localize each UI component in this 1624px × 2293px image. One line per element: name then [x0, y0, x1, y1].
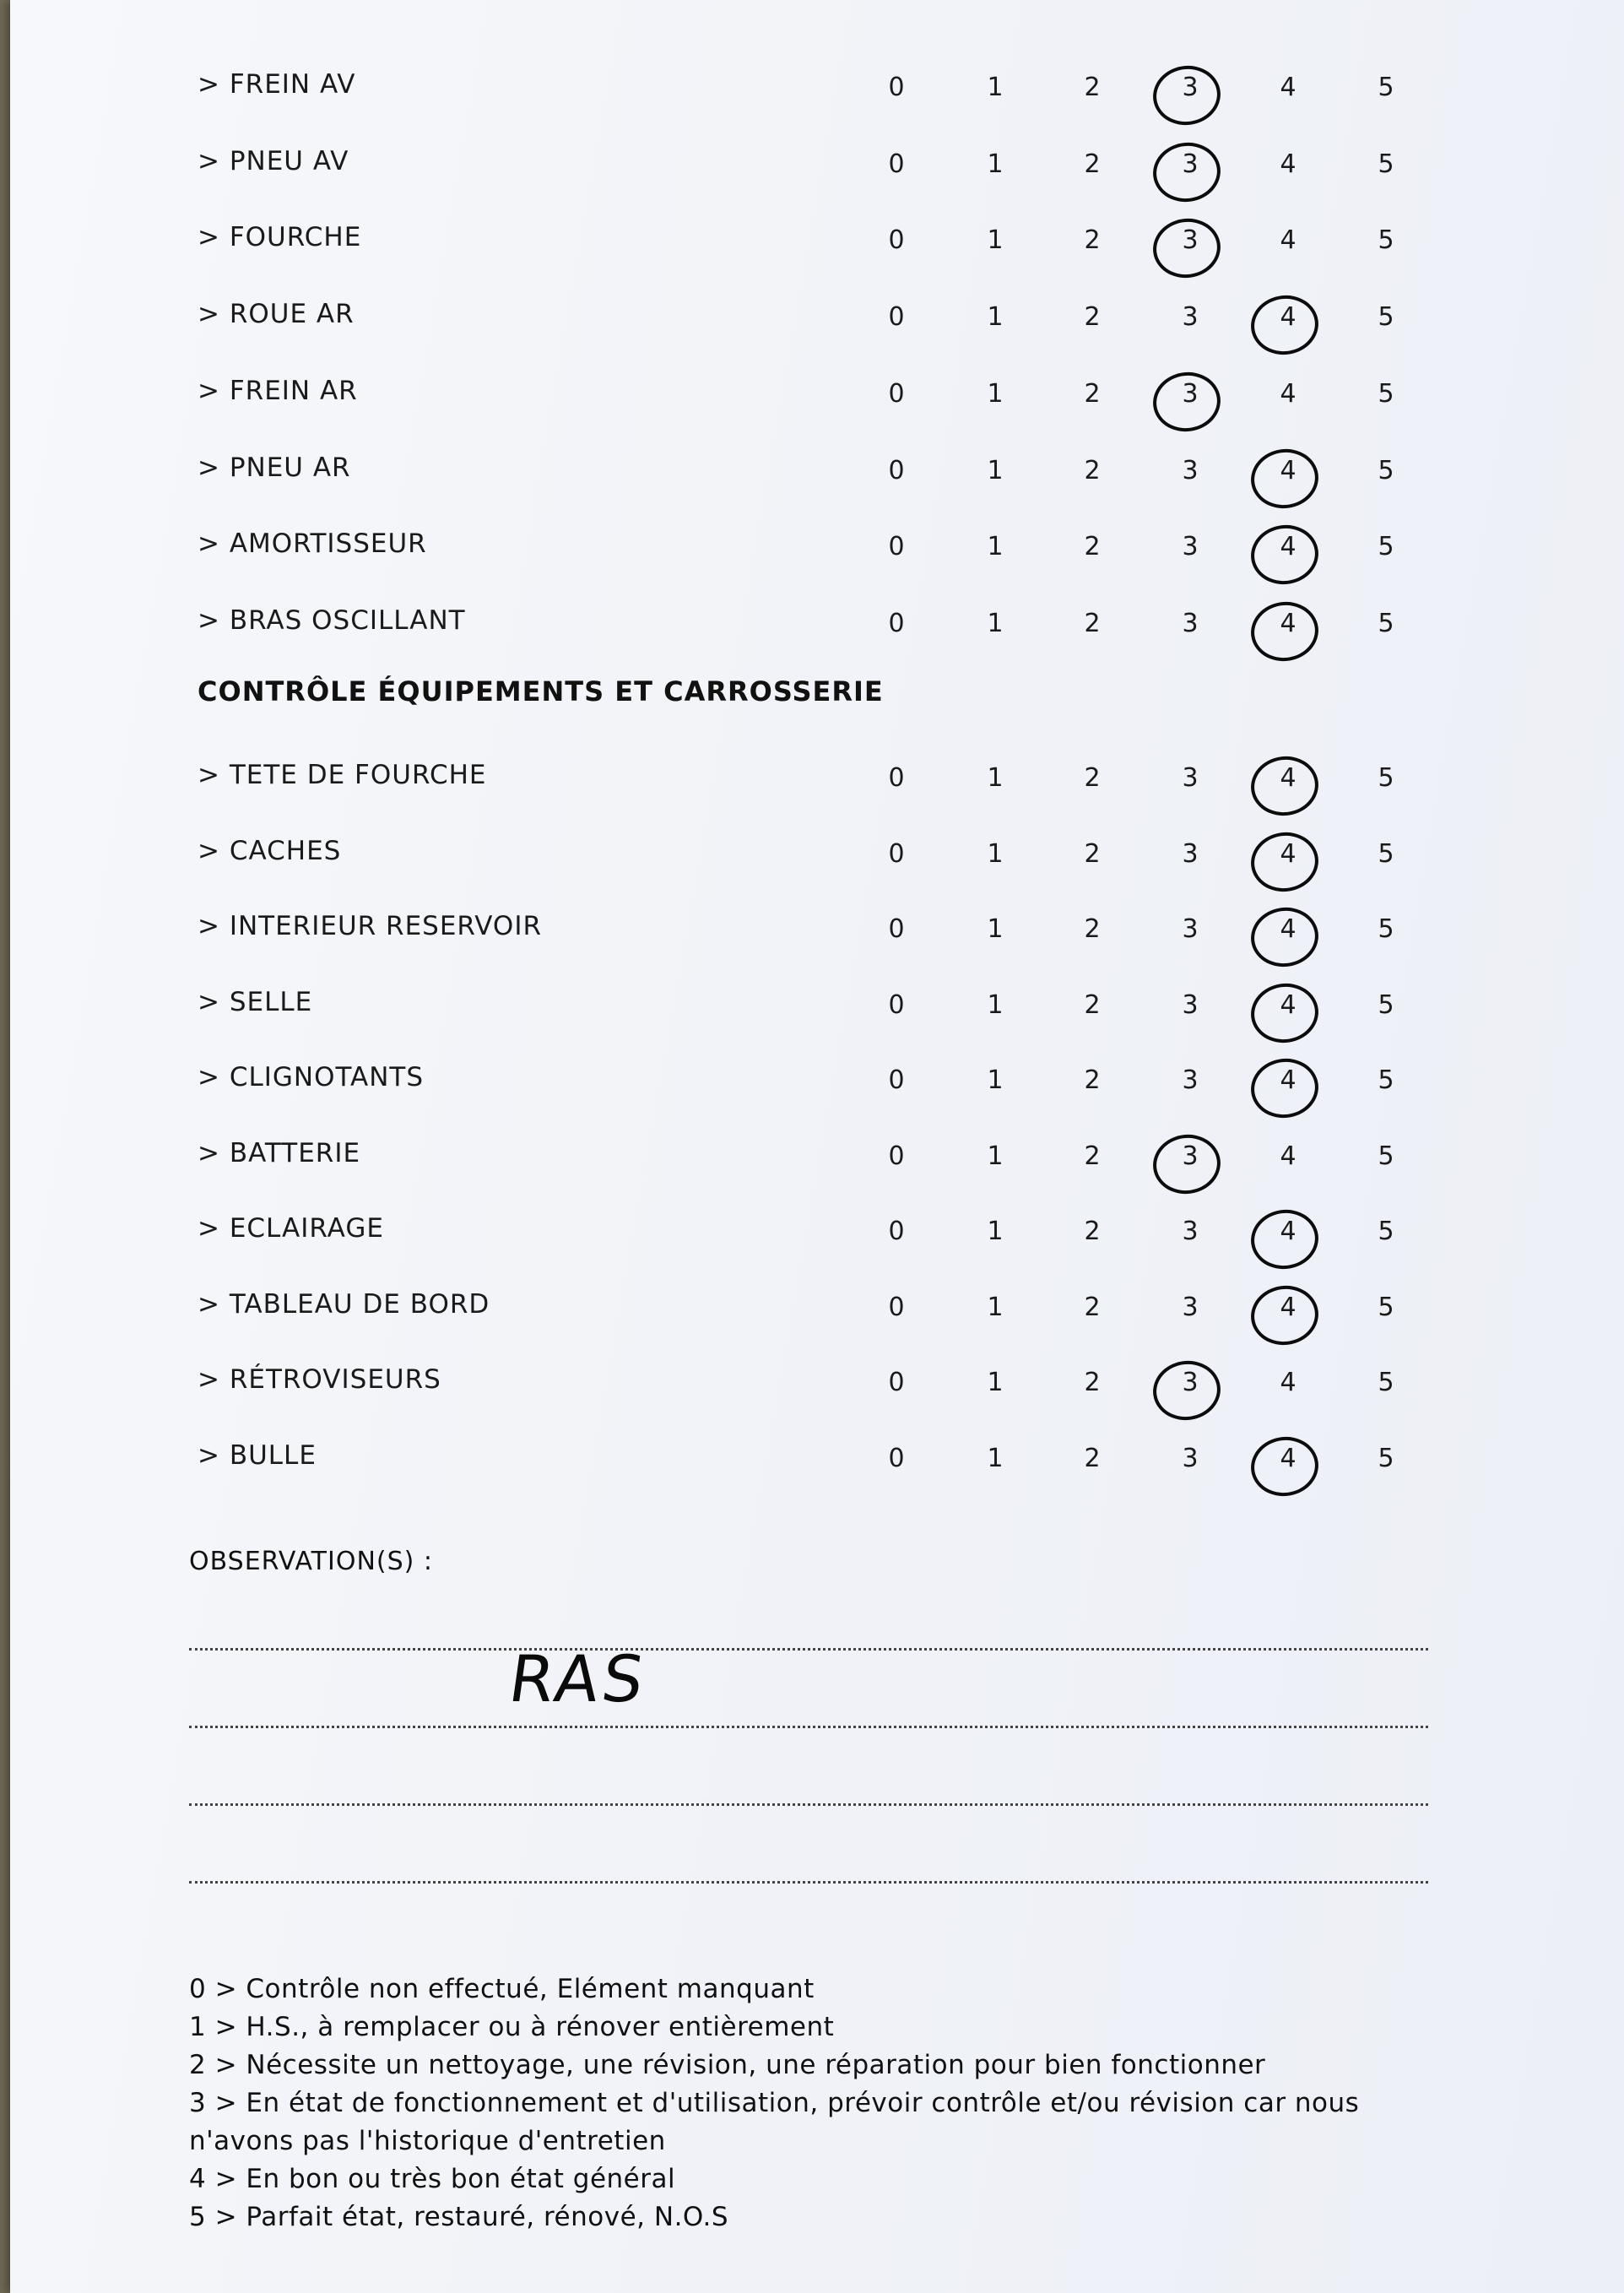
- rating-option-3: 3: [1173, 225, 1207, 255]
- checklist-item-label: > RÉTROVISEURS: [198, 1364, 441, 1395]
- rating-option-4: 4: [1271, 914, 1305, 944]
- legend-line: 4 > En bon ou très bon état général: [189, 2164, 676, 2194]
- hand-drawn-circle: [1248, 1054, 1323, 1122]
- checklist-row: [10, 214, 1624, 264]
- rating-option-0: 0: [888, 608, 905, 638]
- checklist-item-label: > BATTERIE: [198, 1137, 361, 1168]
- legend-line: 1 > H.S., à remplacer ou à rénover entièrement: [189, 2012, 835, 2042]
- rating-option-3: 3: [1173, 1141, 1207, 1171]
- legend-line: 0 > Contrôle non effectué, Elément manquant: [189, 1974, 815, 2004]
- rating-option-4: 4: [1271, 456, 1305, 485]
- rating-option-5: 5: [1378, 455, 1394, 485]
- checklist-row: [10, 444, 1624, 495]
- hand-drawn-circle: [1150, 368, 1225, 436]
- hand-drawn-circle: [1248, 444, 1323, 512]
- rating-option-5: 5: [1378, 1217, 1394, 1246]
- checklist-item-label: > TETE DE FOURCHE: [198, 760, 487, 790]
- checklist-row: [10, 903, 1624, 953]
- checklist-row: [10, 1356, 1624, 1407]
- rating-option-0: 0: [888, 914, 905, 944]
- rating-option-2: 2: [1084, 149, 1101, 179]
- checklist-row: [10, 827, 1624, 878]
- rating-option-3: 3: [1182, 455, 1199, 485]
- rating-option-2: 2: [1084, 989, 1101, 1020]
- rating-option-2: 2: [1084, 914, 1101, 944]
- checklist-row: [10, 1281, 1624, 1331]
- rating-option-2: 2: [1084, 838, 1101, 869]
- rating-option-2: 2: [1084, 455, 1101, 485]
- rating-option-1: 1: [987, 1368, 1004, 1397]
- checklist-item-label: > SELLE: [198, 986, 313, 1017]
- hand-drawn-circle: [1248, 903, 1323, 971]
- rating-option-4: 4: [1271, 1217, 1305, 1246]
- hand-drawn-circle: [1248, 827, 1323, 895]
- legend-line: 2 > Nécessite un nettoyage, une révision, une réparation pour bien fonctionner: [189, 2050, 1266, 2080]
- rating-option-1: 1: [987, 532, 1004, 562]
- checklist-row: [10, 138, 1624, 188]
- rating-option-2: 2: [1084, 1065, 1101, 1095]
- hand-drawn-circle: [1248, 752, 1323, 820]
- hand-drawn-circle: [1150, 1130, 1225, 1197]
- rating-option-5: 5: [1378, 73, 1394, 102]
- hand-drawn-circle: [1150, 214, 1225, 282]
- rating-option-4: 4: [1271, 1444, 1305, 1473]
- checklist-item-label: > CLIGNOTANTS: [198, 1062, 425, 1092]
- rating-option-4: 4: [1280, 378, 1296, 409]
- rating-option-5: 5: [1378, 225, 1394, 256]
- rating-option-4: 4: [1280, 1141, 1296, 1171]
- observations-label: OBSERVATION(S) :: [189, 1547, 433, 1576]
- checklist-item-label: > ECLAIRAGE: [198, 1213, 384, 1244]
- rating-option-3: 3: [1182, 989, 1199, 1020]
- rating-option-0: 0: [888, 73, 905, 102]
- observation-line-4: [189, 1881, 1428, 1884]
- rating-option-0: 0: [888, 1217, 905, 1246]
- rating-option-3: 3: [1182, 302, 1199, 333]
- legend-line: n'avons pas l'historique d'entretien: [189, 2126, 666, 2156]
- rating-option-5: 5: [1378, 302, 1394, 333]
- hand-drawn-circle: [1248, 978, 1323, 1046]
- rating-option-5: 5: [1378, 989, 1394, 1020]
- rating-option-2: 2: [1084, 73, 1101, 102]
- checklist-item-label: > CACHES: [198, 835, 342, 866]
- rating-option-2: 2: [1084, 608, 1101, 638]
- rating-option-2: 2: [1084, 225, 1101, 256]
- rating-option-0: 0: [888, 763, 905, 793]
- rating-option-1: 1: [987, 1065, 1004, 1095]
- hand-drawn-circle: [1150, 138, 1225, 205]
- hand-drawn-circle: [1248, 1432, 1323, 1499]
- checklist-row: [10, 290, 1624, 341]
- rating-option-2: 2: [1084, 532, 1101, 562]
- rating-option-3: 3: [1173, 73, 1207, 102]
- rating-option-5: 5: [1378, 532, 1394, 562]
- inspection-sheet: [10, 0, 1624, 2293]
- handwritten-observation: RAS: [504, 1641, 652, 1716]
- checklist-row: [10, 751, 1624, 802]
- rating-option-0: 0: [888, 149, 905, 179]
- hand-drawn-circle: [1150, 62, 1225, 129]
- rating-option-1: 1: [987, 1292, 1004, 1322]
- rating-option-1: 1: [987, 302, 1004, 333]
- rating-option-4: 4: [1271, 609, 1305, 638]
- rating-option-0: 0: [888, 1065, 905, 1095]
- rating-legend: [189, 1970, 1455, 2236]
- rating-option-4: 4: [1280, 149, 1296, 179]
- rating-option-4: 4: [1271, 302, 1305, 332]
- rating-option-3: 3: [1182, 1065, 1199, 1095]
- rating-option-0: 0: [888, 989, 905, 1020]
- checklist-row: [10, 1130, 1624, 1180]
- rating-option-2: 2: [1084, 1217, 1101, 1246]
- checklist-item-label: > INTERIEUR RESERVOIR: [198, 911, 543, 941]
- checklist-item-label: > FOURCHE: [198, 222, 362, 253]
- rating-option-5: 5: [1378, 914, 1394, 944]
- rating-option-2: 2: [1084, 1368, 1101, 1397]
- checklist-row: [10, 367, 1624, 418]
- checklist-row: [10, 1205, 1624, 1255]
- hand-drawn-circle: [1248, 1206, 1323, 1273]
- hand-drawn-circle: [1248, 1281, 1323, 1348]
- rating-option-3: 3: [1182, 838, 1199, 869]
- rating-option-5: 5: [1378, 1368, 1394, 1397]
- rating-option-2: 2: [1084, 302, 1101, 333]
- checklist-row: [10, 520, 1624, 571]
- rating-option-1: 1: [987, 225, 1004, 256]
- rating-option-3: 3: [1173, 379, 1207, 409]
- rating-option-3: 3: [1182, 532, 1199, 562]
- rating-option-0: 0: [888, 1368, 905, 1397]
- checklist-item-label: > PNEU AV: [198, 145, 349, 176]
- rating-option-5: 5: [1378, 149, 1394, 179]
- rating-option-1: 1: [987, 608, 1004, 638]
- checklist-row: [10, 978, 1624, 1029]
- rating-option-3: 3: [1182, 914, 1199, 944]
- rating-option-0: 0: [888, 378, 905, 409]
- rating-option-2: 2: [1084, 378, 1101, 409]
- legend-line: 5 > Parfait état, restauré, rénové, N.O.S: [189, 2202, 729, 2232]
- rating-option-5: 5: [1378, 1443, 1394, 1473]
- rating-option-1: 1: [987, 455, 1004, 485]
- checklist-item-label: > BULLE: [198, 1439, 317, 1471]
- section-title: CONTRÔLE ÉQUIPEMENTS ET CARROSSERIE: [198, 675, 884, 707]
- rating-option-5: 5: [1378, 763, 1394, 793]
- rating-option-3: 3: [1173, 149, 1207, 179]
- rating-option-1: 1: [987, 763, 1004, 793]
- observation-line-3: [189, 1803, 1428, 1806]
- rating-option-1: 1: [987, 1217, 1004, 1246]
- rating-option-3: 3: [1173, 1368, 1207, 1397]
- rating-option-4: 4: [1271, 532, 1305, 561]
- checklist-row: [10, 597, 1624, 648]
- checklist-item-label: > FREIN AR: [198, 375, 358, 406]
- rating-option-5: 5: [1378, 838, 1394, 869]
- rating-option-0: 0: [888, 302, 905, 333]
- rating-option-4: 4: [1271, 990, 1305, 1020]
- rating-option-5: 5: [1378, 1065, 1394, 1095]
- observation-line-2: [189, 1726, 1428, 1728]
- rating-option-4: 4: [1280, 73, 1296, 102]
- hand-drawn-circle: [1150, 1357, 1225, 1424]
- rating-option-2: 2: [1084, 1292, 1101, 1322]
- rating-option-1: 1: [987, 149, 1004, 179]
- rating-option-1: 1: [987, 838, 1004, 869]
- rating-option-5: 5: [1378, 1141, 1394, 1171]
- checklist-item-label: > TABLEAU DE BORD: [198, 1288, 490, 1320]
- rating-option-0: 0: [888, 838, 905, 869]
- checklist-item-label: > FREIN AV: [198, 69, 356, 100]
- rating-option-1: 1: [987, 1443, 1004, 1473]
- rating-option-3: 3: [1182, 1443, 1199, 1473]
- observation-line-1: [189, 1648, 1428, 1651]
- rating-option-3: 3: [1182, 1292, 1199, 1322]
- rating-option-1: 1: [987, 914, 1004, 944]
- legend-line: 3 > En état de fonctionnement et d'utilisation, prévoir contrôle et/ou révision car nous: [189, 2088, 1360, 2118]
- rating-option-2: 2: [1084, 1141, 1101, 1171]
- rating-option-4: 4: [1271, 763, 1305, 793]
- checklist-item-label: > ROUE AR: [198, 299, 355, 330]
- rating-option-0: 0: [888, 225, 905, 256]
- checklist-row: [10, 1432, 1624, 1483]
- checklist-item-label: > PNEU AR: [198, 452, 351, 483]
- rating-option-4: 4: [1271, 839, 1305, 869]
- rating-option-0: 0: [888, 455, 905, 485]
- hand-drawn-circle: [1248, 598, 1323, 665]
- rating-option-3: 3: [1182, 763, 1199, 793]
- rating-option-5: 5: [1378, 1292, 1394, 1322]
- rating-option-0: 0: [888, 532, 905, 562]
- rating-option-4: 4: [1280, 1368, 1296, 1397]
- checklist-item-label: > AMORTISSEUR: [198, 529, 427, 560]
- rating-option-2: 2: [1084, 763, 1101, 793]
- rating-option-0: 0: [888, 1141, 905, 1171]
- rating-option-1: 1: [987, 73, 1004, 102]
- rating-option-5: 5: [1378, 378, 1394, 409]
- checklist-row: [10, 61, 1624, 111]
- rating-option-4: 4: [1280, 225, 1296, 256]
- rating-option-0: 0: [888, 1292, 905, 1322]
- rating-option-1: 1: [987, 378, 1004, 409]
- rating-option-3: 3: [1182, 608, 1199, 638]
- rating-option-1: 1: [987, 1141, 1004, 1171]
- rating-option-1: 1: [987, 989, 1004, 1020]
- rating-option-4: 4: [1271, 1293, 1305, 1322]
- hand-drawn-circle: [1248, 291, 1323, 359]
- rating-option-2: 2: [1084, 1443, 1101, 1473]
- rating-option-0: 0: [888, 1443, 905, 1473]
- rating-option-3: 3: [1182, 1217, 1199, 1246]
- rating-option-5: 5: [1378, 608, 1394, 638]
- checklist-row: [10, 1054, 1624, 1104]
- hand-drawn-circle: [1248, 521, 1323, 588]
- checklist-item-label: > BRAS OSCILLANT: [198, 604, 466, 636]
- rating-option-4: 4: [1271, 1065, 1305, 1095]
